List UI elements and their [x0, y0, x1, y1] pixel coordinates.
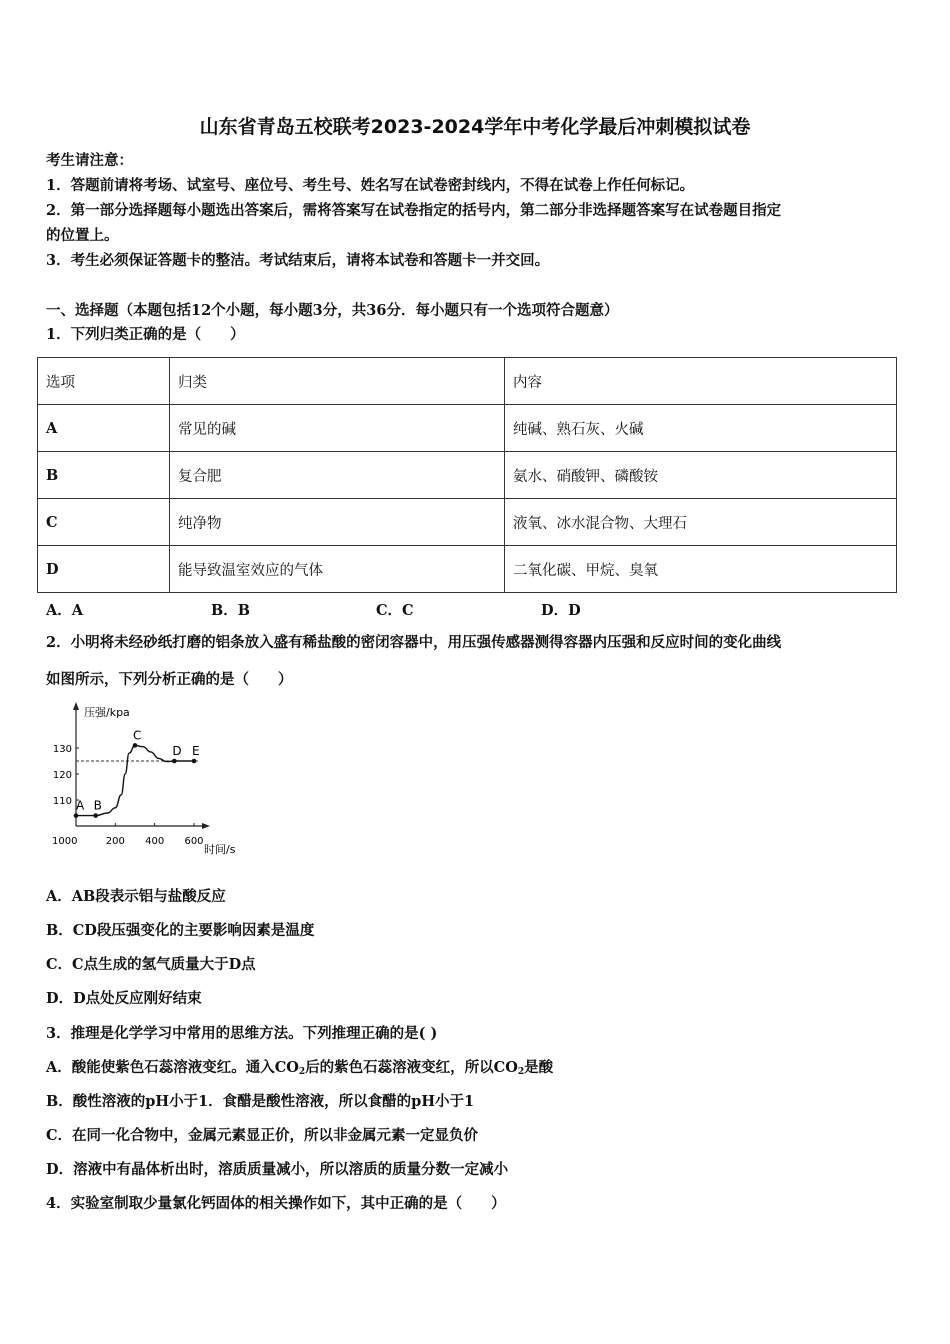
point-c [133, 743, 138, 748]
q3-option-a-part1: A．酸能使紫色石蕊溶液变红。通入CO [46, 1059, 299, 1076]
q2-option-c[interactable]: C．C点生成的氢气质量大于D点 [46, 956, 256, 973]
y-axis-label: 压强/kpa [84, 706, 130, 719]
x-axis-arrow-icon [202, 823, 210, 829]
table-cell: A [38, 405, 170, 452]
table-cell: 纯碱、熟石灰、火碱 [505, 405, 897, 452]
table-cell: 纯净物 [170, 499, 505, 546]
q2-stem-line1: 2．小明将未经砂纸打磨的铝条放入盛有稀盐酸的密闭容器中，用压强传感器测得容器内压强和反应时间的变化曲线 [46, 634, 782, 651]
exam-title: 山东省青岛五校联考2023-2024学年中考化学最后冲刺模拟试卷 [199, 116, 751, 138]
table-cell: C [38, 499, 170, 546]
notice-item-2: 2．第一部分选择题每小题选出答案后，需将答案写在试卷指定的括号内，第二部分非选择题答案写在试卷题目指定 [46, 202, 782, 219]
pressure-time-chart [44, 700, 254, 860]
subscript: 2 [517, 1067, 525, 1077]
q1-stem: 1．下列归类正确的是（ ） [46, 326, 245, 343]
q2-option-a[interactable]: A．AB段表示铝与盐酸反应 [46, 888, 226, 905]
point-label-a: A [76, 798, 85, 813]
notice-item-1: 1．答题前请将考场、试室号、座位号、考生号、姓名写在试卷密封线内，不得在试卷上作任何标记。 [46, 177, 695, 194]
q2-stem-line2: 如图所示，下列分析正确的是（ ） [46, 671, 293, 688]
origin-label: 1000 [52, 836, 78, 847]
y-axis-arrow-icon [73, 702, 79, 710]
table-header: 归类 [170, 358, 505, 405]
q3-option-a-part3: 是酸 [524, 1059, 554, 1076]
y-tick-label: 110 [52, 796, 72, 807]
point-label-d: D [172, 744, 182, 758]
point-a [74, 813, 79, 818]
notice-heading: 考生请注意： [46, 152, 133, 169]
x-tick-label: 200 [105, 836, 125, 847]
point-e [192, 759, 197, 764]
table-header-row [38, 358, 897, 405]
q1-option-a[interactable]: A．A [46, 602, 84, 619]
table-header: 选项 [38, 358, 170, 405]
table-cell: D [38, 546, 170, 593]
section-heading: 一、选择题（本题包括12个小题，每小题3分，共36分．每小题只有一个选项符合题意） [46, 302, 619, 319]
q2-option-d[interactable]: D．D点处反应刚好结束 [46, 990, 202, 1007]
table-cell: 复合肥 [170, 452, 505, 499]
table-cell: B [38, 452, 170, 499]
q1-table [37, 357, 897, 593]
table-row [38, 546, 897, 593]
q3-option-c[interactable]: C．在同一化合物中，金属元素显正价，所以非金属元素一定显负价 [46, 1127, 479, 1144]
q3-option-d[interactable]: D．溶液中有晶体析出时，溶质质量减小，所以溶质的质量分数一定减小 [46, 1161, 509, 1178]
point-label-c: C [133, 728, 142, 743]
x-tick-label: 400 [145, 836, 165, 847]
y-tick-label: 130 [52, 744, 72, 755]
chart-points [74, 728, 200, 818]
subscript: 2 [298, 1067, 306, 1077]
q1-option-d[interactable]: D．D [541, 602, 581, 619]
q3-stem: 3．推理是化学学习中常用的思维方法。下列推理正确的是( ) [46, 1025, 438, 1042]
table-cell: 液氧、冰水混合物、大理石 [505, 499, 897, 546]
notice-item-2-cont: 的位置上。 [46, 227, 119, 244]
point-label-b: B [93, 798, 102, 813]
table-cell: 能导致温室效应的气体 [170, 546, 505, 593]
q2-option-b[interactable]: B．CD段压强变化的主要影响因素是温度 [46, 922, 315, 939]
point-label-e: E [192, 744, 200, 758]
q4-stem: 4．实验室制取少量氯化钙固体的相关操作如下，其中正确的是（ ） [46, 1195, 506, 1212]
q3-option-a[interactable] [46, 1058, 553, 1082]
table-cell: 氨水、硝酸钾、磷酸铵 [505, 452, 897, 499]
table-row [38, 452, 897, 499]
x-tick-label: 600 [184, 836, 204, 847]
notice-item-3: 3．考生必须保证答题卡的整洁。考试结束后，请将本试卷和答题卡一并交回。 [46, 252, 550, 269]
q1-option-b[interactable]: B．B [211, 602, 251, 619]
point-d [172, 759, 177, 764]
q3-option-b[interactable]: B．酸性溶液的pH小于1．食醋是酸性溶液，所以食醋的pH小于1 [46, 1093, 475, 1110]
table-cell: 常见的碱 [170, 405, 505, 452]
table-header: 内容 [505, 358, 897, 405]
table-cell: 二氧化碳、甲烷、臭氧 [505, 546, 897, 593]
x-axis-label: 时间/s [204, 843, 236, 856]
point-b [93, 813, 98, 818]
q1-option-c[interactable]: C．C [376, 602, 414, 619]
q3-option-a-part2: 后的紫色石蕊溶液变红，所以CO [305, 1059, 518, 1076]
y-tick-label: 120 [52, 770, 72, 781]
table-row [38, 405, 897, 452]
table-row [38, 499, 897, 546]
